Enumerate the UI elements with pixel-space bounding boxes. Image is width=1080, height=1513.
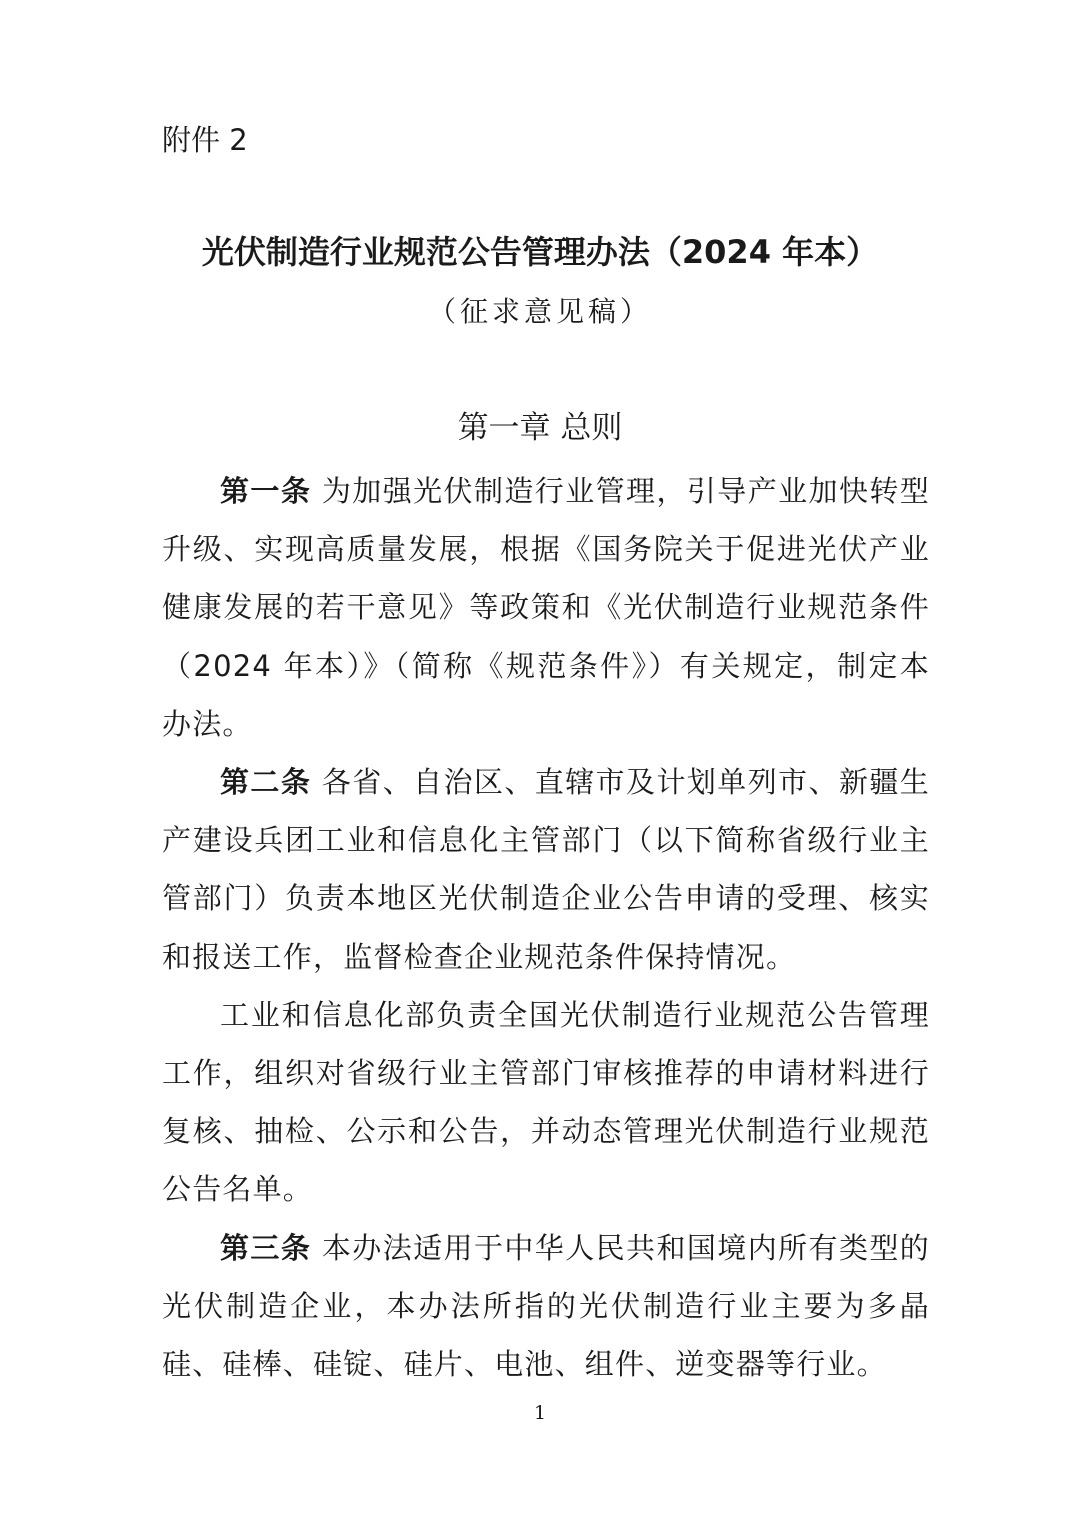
article-3-text: 本办法适用于中华人民共和国境内所有类型的光伏制造企业，本办法所指的光伏制造行业主要为多晶硅、硅棒、硅锭、硅片、电池、组件、逆变器等行业。 <box>162 1230 930 1382</box>
article-2-paragraph-2-text: 工业和信息化部负责全国光伏制造行业规范公告管理工作，组织对省级行业主管部门审核推荐的申请材料进行复核、抽检、公示和公告，并动态管理光伏制造行业规范公告名单。 <box>162 997 930 1207</box>
page-number: 1 <box>533 1402 547 1424</box>
document-body <box>162 462 930 1393</box>
article-2 <box>162 753 930 986</box>
document-title: 光伏制造行业规范公告管理办法（2024 年本） <box>201 233 879 271</box>
article-3-label: 第三条 <box>220 1230 312 1265</box>
article-1-text: 为加强光伏制造行业管理，引导产业加快转型升级、实现高质量发展，根据《国务院关于促进光伏产业健康发展的若干意见》等政策和《光伏制造行业规范条件（2024 年本）》（简称《规范条件》）有关规定，制定本办法。 <box>162 474 930 741</box>
document-subtitle: （征求意见稿） <box>427 295 652 328</box>
chapter-heading: 第一章 总则 <box>457 410 623 446</box>
article-2-paragraph-2 <box>162 986 930 1219</box>
attachment-label: 附件 2 <box>162 123 248 157</box>
article-3 <box>162 1219 930 1394</box>
article-2-label: 第二条 <box>220 765 312 800</box>
article-1 <box>162 462 930 753</box>
article-1-label: 第一条 <box>220 474 312 508</box>
article-2-text: 各省、自治区、直辖市及计划单列市、新疆生产建设兵团工业和信息化主管部门（以下简称省级行业主管部门）负责本地区光伏制造企业公告申请的受理、核实和报送工作，监督检查企业规范条件保持情况。 <box>162 765 930 974</box>
